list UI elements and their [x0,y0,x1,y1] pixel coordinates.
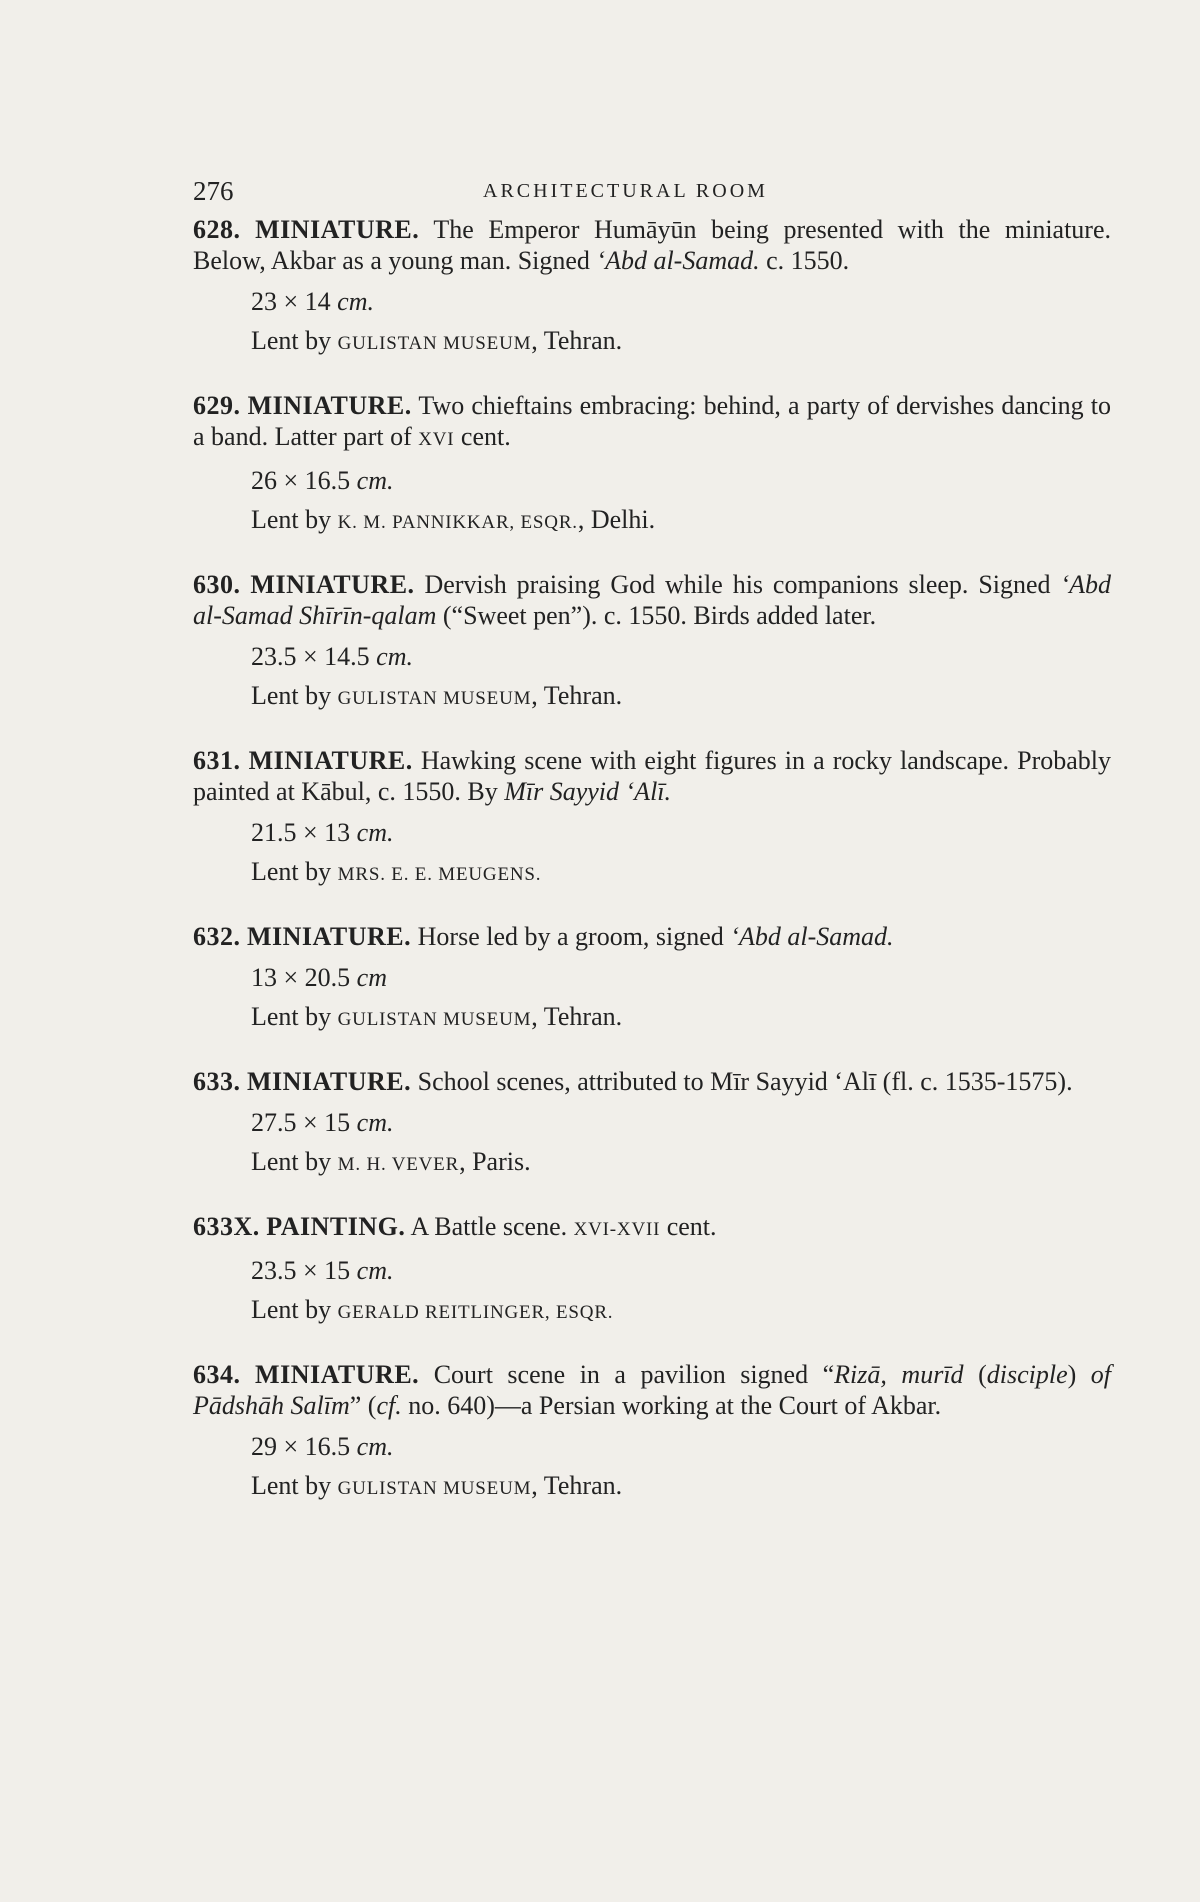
catalogue-page [193,176,1111,1535]
entry-number: 630. [193,570,241,599]
entry-type: MINIATURE. [255,1360,420,1389]
entry-description: 634. MINIATURE. Court scene in a pavilion signed “Rizā, murīd (disciple) of Pādshāh Salīm” (cf. no. 640)—a Persian working at the Court of Akbar. [193,1360,1112,1420]
entry-number: 628. [193,215,241,244]
catalogue-entry [193,921,1111,1035]
entry-description: 633X. PAINTING. A Battle scene. XVI-XVII cent. [193,1212,717,1241]
entry-lender: Lent by M. H. VEVER, Paris. [251,1147,531,1176]
entry-lender: Lent by MRS. E. E. MEUGENS. [251,857,542,886]
entry-type: MINIATURE. [255,215,420,244]
entry-type: MINIATURE. [247,922,412,951]
entry-description: 628. MINIATURE. The Emperor Humāyūn being presented with the miniature. Below, Akbar as a young man. Signed ‘Abd al-Samad. c. 1550. [193,215,1111,275]
catalogue-entry [193,745,1111,890]
entry-type: MINIATURE. [247,391,412,420]
entry-number: 633X. [193,1212,260,1241]
page-number: 276 [193,176,234,206]
catalogue-entry [193,569,1111,714]
entry-lender: Lent by GULISTAN MUSEUM, Tehran. [251,326,623,355]
entry-number: 633. [193,1067,241,1096]
entry-description: 629. MINIATURE. Two chieftains embracing: behind, a party of dervishes dancing to a band. Latter part of XVI cent. [193,391,1112,451]
page-title: ARCHITECTURAL ROOM [483,180,768,202]
entry-type: MINIATURE. [250,570,415,599]
catalogue-entry [193,390,1111,538]
entry-dimensions: 26 × 16.5 cm. [251,466,394,495]
running-head [193,176,1111,214]
entry-description: 630. MINIATURE. Dervish praising God while his companions sleep. Signed ‘Abd al-Samad Shīrīn-qalam (“Sweet pen”). c. 1550. Birds added later. [193,570,1111,630]
entry-type: MINIATURE. [247,1067,412,1096]
entry-lender: Lent by GULISTAN MUSEUM, Tehran. [251,1471,623,1500]
entry-number: 634. [193,1360,241,1389]
entry-dimensions: 29 × 16.5 cm. [251,1432,394,1461]
entry-type: MINIATURE. [248,746,413,775]
catalogue-entry [193,1066,1111,1180]
entry-description: 633. MINIATURE. School scenes, attributed to Mīr Sayyid ‘Alī (fl. c. 1535-1575). [193,1067,1073,1096]
entry-dimensions: 23.5 × 15 cm. [251,1256,394,1285]
entry-number: 629. [193,391,241,420]
entry-description: 632. MINIATURE. Horse led by a groom, signed ‘Abd al-Samad. [193,922,894,951]
catalogue-entry [193,1359,1111,1504]
entry-dimensions: 23 × 14 cm. [251,287,374,316]
entry-lender: Lent by GERALD REITLINGER, ESQR. [251,1295,614,1324]
entry-type: PAINTING. [266,1212,406,1241]
catalogue-entry [193,214,1111,359]
entry-dimensions: 21.5 × 13 cm. [251,818,394,847]
entry-lender: Lent by K. M. PANNIKKAR, ESQR., Delhi. [251,505,656,534]
entry-dimensions: 23.5 × 14.5 cm. [251,642,413,671]
entry-lender: Lent by GULISTAN MUSEUM, Tehran. [251,1002,623,1031]
entry-number: 632. [193,922,241,951]
entry-dimensions: 27.5 × 15 cm. [251,1108,394,1137]
catalogue-entry [193,1211,1111,1328]
entry-dimensions: 13 × 20.5 cm [251,963,387,992]
entry-description: 631. MINIATURE. Hawking scene with eight figures in a rocky landscape. Probably painted at Kābul, c. 1550. By Mīr Sayyid ‘Alī. [193,746,1112,806]
entry-number: 631. [193,746,241,775]
entry-lender: Lent by GULISTAN MUSEUM, Tehran. [251,681,623,710]
